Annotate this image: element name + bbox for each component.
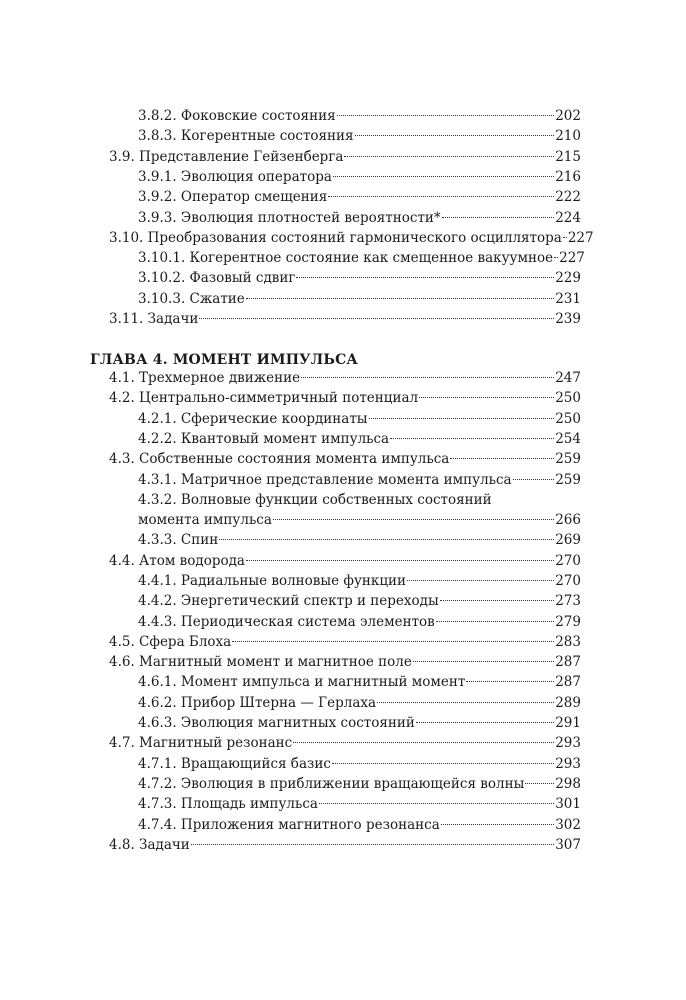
dot-leader: [563, 237, 567, 238]
dot-leader: [337, 115, 555, 116]
dot-leader: [513, 479, 555, 480]
toc-page-number: 239: [555, 311, 581, 327]
toc-page-number: 270: [555, 573, 581, 589]
dot-leader: [328, 196, 554, 197]
toc-page-number: 269: [555, 532, 581, 548]
toc-entry[interactable]: [138, 490, 581, 510]
toc-page-number: 266: [555, 512, 581, 528]
toc-entry[interactable]: [138, 289, 581, 309]
dot-leader: [377, 702, 554, 703]
toc-entry[interactable]: [138, 208, 581, 228]
dot-leader: [436, 621, 554, 622]
toc-page-number: 283: [555, 634, 581, 650]
toc-entry-title: 3.8.3. Когерентные состояния: [138, 128, 354, 144]
toc-page-number: 224: [555, 210, 581, 226]
toc-entry[interactable]: [109, 309, 581, 329]
dot-leader: [369, 418, 555, 419]
dot-leader: [419, 397, 554, 398]
dot-leader: [525, 783, 554, 784]
toc-entry[interactable]: [138, 713, 581, 733]
toc-entry-title: 3.9.3. Эволюция плотностей вероятности*: [138, 210, 441, 226]
toc-entry-title: 4.5. Сфера Блоха: [109, 634, 232, 650]
toc-page-number: 250: [555, 390, 581, 406]
toc-entry[interactable]: [138, 429, 581, 449]
toc-entry-title: 4.4. Атом водорода: [109, 553, 245, 569]
toc-page-number: 289: [555, 695, 581, 711]
toc-page-number: 227: [559, 250, 585, 266]
toc-page-number: 231: [555, 291, 581, 307]
dot-leader: [390, 438, 554, 439]
toc-entry-title: 3.10.3. Сжатие: [138, 291, 245, 307]
dot-leader: [191, 844, 554, 845]
toc-entry-title: 4.6.3. Эволюция магнитных состояний: [138, 715, 415, 731]
toc-entry[interactable]: [109, 228, 594, 248]
toc-entry-title: 4.6. Магнитный момент и магнитное поле: [109, 654, 412, 670]
toc-entry-title: 3.9.2. Оператор смещения: [138, 189, 328, 205]
toc-entry[interactable]: [138, 815, 581, 835]
toc-entry[interactable]: [109, 652, 581, 672]
toc-page-number: 307: [555, 837, 581, 853]
dot-leader: [333, 176, 554, 177]
toc-entry[interactable]: [138, 126, 581, 146]
dot-leader: [199, 318, 554, 319]
toc-page-number: 227: [567, 230, 594, 246]
toc-entry-title: 4.7. Магнитный резонанс: [109, 735, 293, 751]
toc-page-number: 279: [555, 614, 581, 630]
toc-page-number: 250: [555, 411, 581, 427]
toc-entry[interactable]: [138, 591, 581, 611]
toc-entry-title: 3.10.1. Когерентное состояние как смещенное вакуумное: [138, 250, 554, 266]
dot-leader: [407, 580, 554, 581]
dot-leader: [232, 641, 554, 642]
dot-leader: [246, 298, 554, 299]
toc-entry-title: 4.6.2. Прибор Штерна — Герлаха: [138, 695, 377, 711]
toc-entry[interactable]: [138, 794, 581, 814]
dot-leader: [319, 803, 554, 804]
dot-leader: [273, 519, 554, 520]
dot-leader: [441, 824, 554, 825]
toc-page-number: 229: [555, 270, 581, 286]
dot-leader: [466, 681, 554, 682]
toc-entry-title: 4.7.3. Площадь импульса: [138, 796, 318, 812]
dot-leader: [332, 763, 554, 764]
toc-page-number: 247: [555, 370, 581, 386]
toc-entry-title: 4.3.2. Волновые функции собственных состояний: [138, 492, 492, 508]
toc-entry-title: 3.10. Преобразования состояний гармонического осциллятора: [109, 230, 562, 246]
toc-entry-title: 3.8.2. Фоковские состояния: [138, 108, 336, 124]
toc-page-number: 291: [555, 715, 581, 731]
toc-entry-title: 4.4.2. Энергетический спектр и переходы: [138, 593, 439, 609]
dot-leader: [413, 661, 554, 662]
toc-entry[interactable]: [138, 248, 585, 268]
toc-page-number: 254: [555, 431, 581, 447]
dot-leader: [344, 156, 554, 157]
toc-page-number: 298: [555, 776, 581, 792]
toc-entry-title: 4.2.1. Сферические координаты: [138, 411, 368, 427]
toc-entry[interactable]: [138, 187, 581, 207]
toc-entry-title: 4.3.1. Матричное представление момента импульса: [138, 472, 512, 488]
dot-leader: [293, 742, 554, 743]
dot-leader: [450, 458, 554, 459]
toc-page-number: 259: [555, 472, 581, 488]
toc-entry-title: 4.1. Трехмерное движение: [109, 370, 301, 386]
toc-entry-title: 4.2.2. Квантовый момент импульса: [138, 431, 390, 447]
toc-page-number: 273: [555, 593, 581, 609]
toc-page-number: 202: [555, 108, 581, 124]
toc-entry[interactable]: [138, 612, 581, 632]
dot-leader: [554, 257, 558, 258]
toc-page-number: 287: [555, 674, 581, 690]
toc-entry-title: 3.9.1. Эволюция оператора: [138, 169, 332, 185]
toc-entry[interactable]: [138, 268, 581, 288]
toc-entry[interactable]: [138, 571, 581, 591]
toc-page-number: 287: [555, 654, 581, 670]
dot-leader: [219, 539, 554, 540]
toc-page-number: 293: [555, 735, 581, 751]
dot-leader: [442, 217, 555, 218]
toc-entry-title: 4.4.3. Периодическая система элементов: [138, 614, 435, 630]
toc-entry-title: 4.3. Собственные состояния момента импульса: [109, 451, 450, 467]
toc-entry-title: 4.6.1. Момент импульса и магнитный момент: [138, 674, 466, 690]
toc-entry[interactable]: [138, 470, 581, 490]
toc-entry-title: 4.4.1. Радиальные волновые функции: [138, 573, 407, 589]
toc-entry[interactable]: [109, 388, 581, 408]
toc-entry[interactable]: [138, 530, 581, 550]
toc-entry-title: 4.3.3. Спин: [138, 532, 219, 548]
dot-leader: [440, 600, 555, 601]
toc-entry-title: момента импульса: [138, 512, 272, 528]
toc-entry-title: 3.11. Задачи: [109, 311, 199, 327]
toc-entry[interactable]: [109, 835, 581, 855]
dot-leader: [355, 135, 555, 136]
toc-page-number: 293: [555, 756, 581, 772]
dot-leader: [296, 277, 554, 278]
toc-entry[interactable]: [109, 632, 581, 652]
toc-entry[interactable]: [109, 368, 581, 388]
toc-entry[interactable]: [138, 774, 581, 794]
dot-leader: [301, 377, 554, 378]
toc-entry[interactable]: [109, 733, 581, 753]
toc-entry-title: 4.8. Задачи: [109, 837, 190, 853]
toc-entry-title: 4.7.2. Эволюция в приближении вращающейся волны: [138, 776, 525, 792]
toc-page-number: 222: [555, 189, 581, 205]
dot-leader: [246, 560, 554, 561]
toc-page-number: 259: [555, 451, 581, 467]
dot-leader: [416, 722, 554, 723]
toc-page-number: 216: [555, 169, 581, 185]
toc-entry-title: 4.7.1. Вращающийся базис: [138, 756, 331, 772]
toc-page-number: 302: [555, 817, 581, 833]
toc-entry[interactable]: [138, 510, 581, 530]
toc-entry[interactable]: [109, 551, 581, 571]
toc-entry-title: 3.10.2. Фазовый сдвиг: [138, 270, 296, 286]
toc-page-number: 270: [555, 553, 581, 569]
toc-page-number: 215: [555, 149, 581, 165]
toc-entry[interactable]: [138, 106, 581, 126]
toc-entry[interactable]: [138, 409, 581, 429]
toc-entry[interactable]: [109, 147, 581, 167]
chapter-heading: ГЛАВА 4. МОМЕНТ ИМПУЛЬСА: [90, 352, 359, 368]
toc-entry[interactable]: [138, 672, 581, 692]
toc-entry-title: 3.9. Представление Гейзенберга: [109, 149, 344, 165]
toc-page-number: 210: [555, 128, 581, 144]
toc-entry-title: 4.7.4. Приложения магнитного резонанса: [138, 817, 440, 833]
toc-entry[interactable]: [109, 449, 581, 469]
toc-entry[interactable]: [138, 754, 581, 774]
toc-entry[interactable]: [138, 167, 581, 187]
toc-entry[interactable]: [138, 693, 581, 713]
toc-page-number: 301: [555, 796, 581, 812]
toc-entry-title: 4.2. Центрально-симметричный потенциал: [109, 390, 419, 406]
